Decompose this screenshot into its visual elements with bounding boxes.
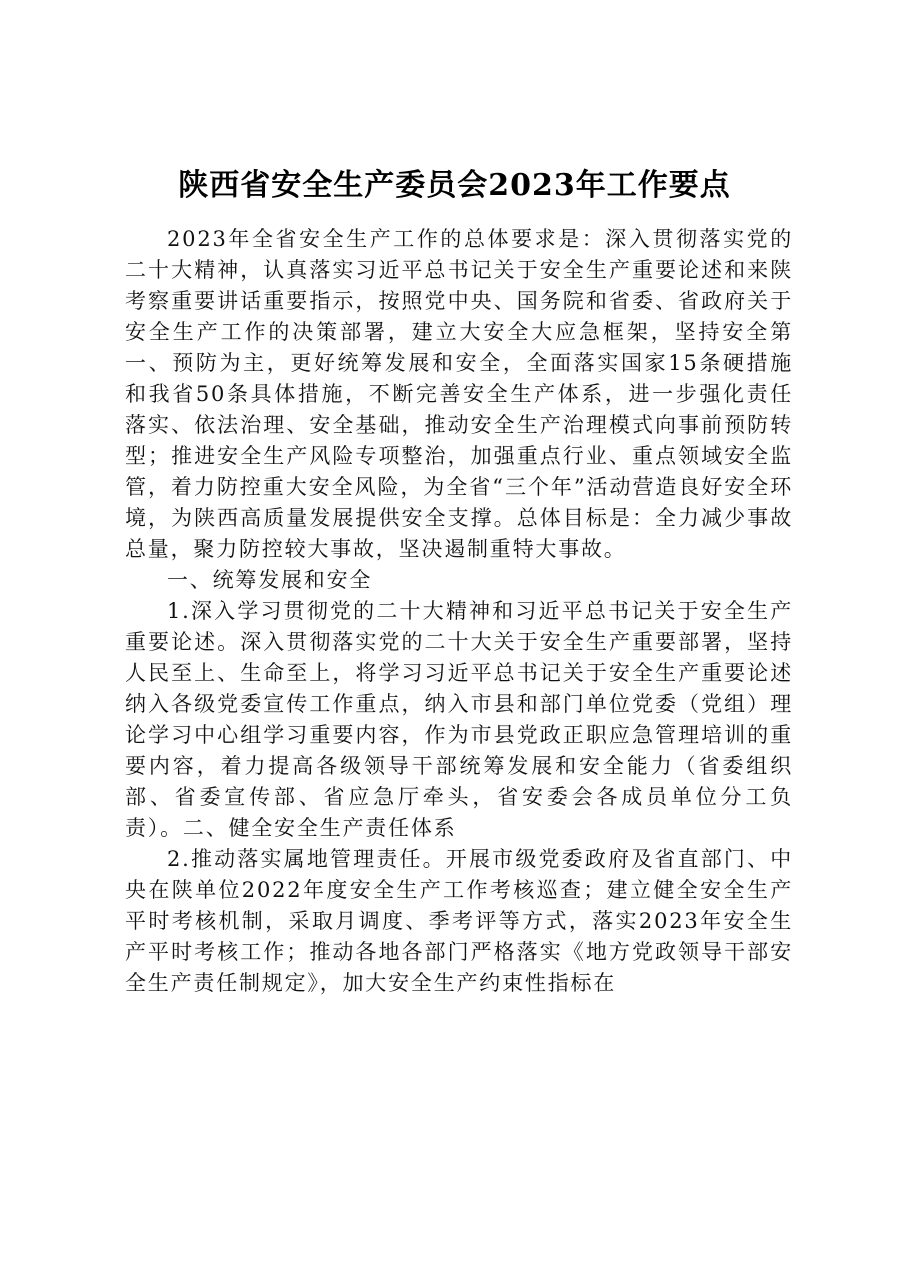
paragraph-overall-requirements: 2023年全省安全生产工作的总体要求是：深入贯彻落实党的二十大精神，认真落实习近平总书记关于安全生产重要论述和来陕考察重要讲话重要指示，按照党中央、国务院和省委、省政府关于安全生产工作的决策部署，建立大安全大应急框架，坚持安全第一、预防为主，更好统筹发展和安全，全面落实国家15条硬措施和我省50条具体措施，不断完善安全生产体系，进一步强化责任落实、依法治理、安全基础，推动安全生产治理模式向事前预防转型；推进安全生产风险专项整治，加强重点行业、重点领域安全监管，着力防控重大安全风险，为全省“三个年”活动营造良好安全环境，为陕西高质量发展提供安全支撑。总体目标是：全力减少事故总量，聚力防控较大事故，坚决遏制重特大事故。 — [125, 227, 793, 561]
paragraph-item-1: 1.深入学习贯彻党的二十大精神和习近平总书记关于安全生产重要论述。深入贯彻落实党的二十大关于安全生产重要部署，坚持人民至上、生命至上，将学习习近平总书记关于安全生产重要论述纳入各级党委宣传工作重点，纳入市县和部门单位党委（党组）理论学习中心组学习重要内容，作为市县党政正职应急管理培训的重要内容，着力提高各级领导干部统筹发展和安全能力（省委组织部、省委宣传部、省应急厅牵头，省安委会各成员单位分工负责）。二、健全安全生产责任体系 — [125, 599, 793, 840]
paragraph-item-2: 2.推动落实属地管理责任。开展市级党委政府及省直部门、中央在陕单位2022年度安全生产工作考核巡查；建立健全安全生产平时考核机制，采取月调度、季考评等方式，落实2023年安全生产平时考核工作；推动各地各部门严格落实《地方党政领导干部安全生产责任制规定》，加大安全生产约束性指标在 — [125, 847, 793, 995]
document-title: 陕西省安全生产委员会2023年工作要点 — [178, 168, 731, 203]
section-heading-1: 一、统筹发展和安全 — [167, 568, 373, 592]
document-body — [125, 224, 793, 999]
